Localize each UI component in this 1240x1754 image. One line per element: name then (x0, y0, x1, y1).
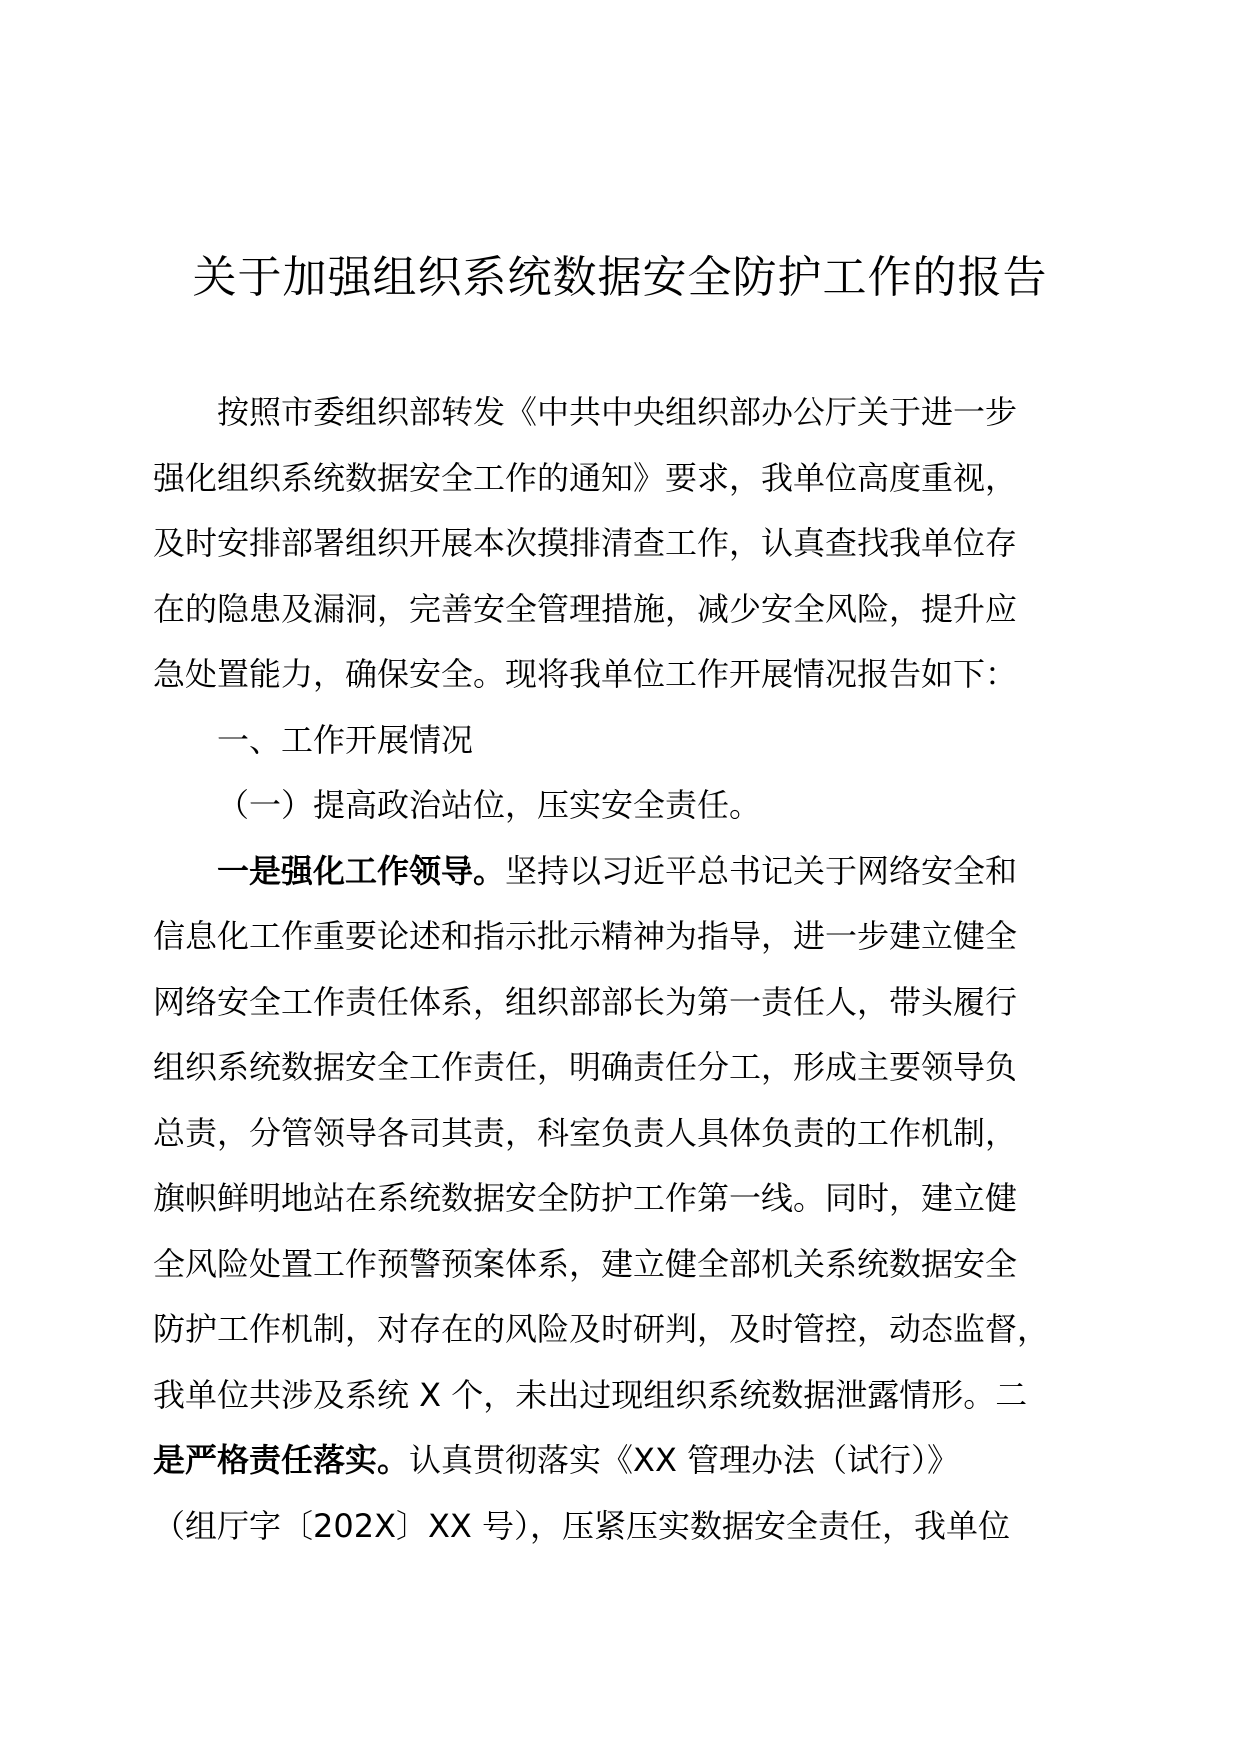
paragraph-line: 全风险处置工作预警预案体系，建立健全部机关系统数据安全 (153, 1244, 1018, 1283)
paragraph-line: 总责，分管领导各司其责，科室负责人具体负责的工作机制， (153, 1113, 1018, 1152)
line-text: 坚持以习近平总书记关于网络安全和 (505, 851, 1018, 890)
paragraph-line: 旗帜鲜明地站在系统数据安全防护工作第一线。同时，建立健 (153, 1179, 1018, 1217)
paragraph-line: （组厅字〔202X〕XX 号），压紧压实数据安全责任，我单位 (153, 1506, 1011, 1545)
subsection-heading: （一）提高政治站位，压实安全责任。 (217, 786, 762, 824)
paragraph-line: 按照市委组织部转发《中共中央组织部办公厅关于进一步 (217, 393, 1018, 431)
paragraph-line: 信息化工作重要论述和指示批示精神为指导，进一步建立健全 (153, 917, 1018, 955)
paragraph-line: 及时安排部署组织开展本次摸排清查工作，认真查找我单位存 (153, 524, 1018, 562)
paragraph-line: 急处置能力，确保安全。现将我单位工作开展情况报告如下： (153, 655, 1018, 693)
page-title: 关于加强组织系统数据安全防护工作的报告 (192, 252, 1048, 303)
paragraph-line: 强化组织系统数据安全工作的通知》要求，我单位高度重视， (153, 458, 1018, 497)
section-heading: 一、工作开展情况 (217, 720, 474, 759)
bold-lead-1: 一是强化工作领导。 (217, 851, 506, 890)
paragraph-line: 网络安全工作责任体系，组织部部长为第一责任人，带头履行 (153, 982, 1018, 1021)
paragraph-line: 防护工作机制，对存在的风险及时研判，及时管控，动态监督， (153, 1310, 1050, 1348)
line-text: 认真贯彻落实《XX 管理办法（试行）》 (409, 1441, 960, 1479)
paragraph-line: 我单位共涉及系统 X 个，未出过现组织系统数据泄露情形。二 (153, 1375, 1028, 1414)
paragraph-line (153, 839, 1083, 905)
document-body (153, 380, 1083, 1559)
paragraph-line: 在的隐患及漏洞，完善安全管理措施，减少安全风险，提升应 (153, 589, 1018, 628)
paragraph-line (153, 1428, 1083, 1494)
paragraph-line: 组织系统数据安全工作责任，明确责任分工，形成主要领导负 (153, 1048, 1018, 1086)
bold-lead-2: 是严格责任落实。 (153, 1441, 410, 1479)
